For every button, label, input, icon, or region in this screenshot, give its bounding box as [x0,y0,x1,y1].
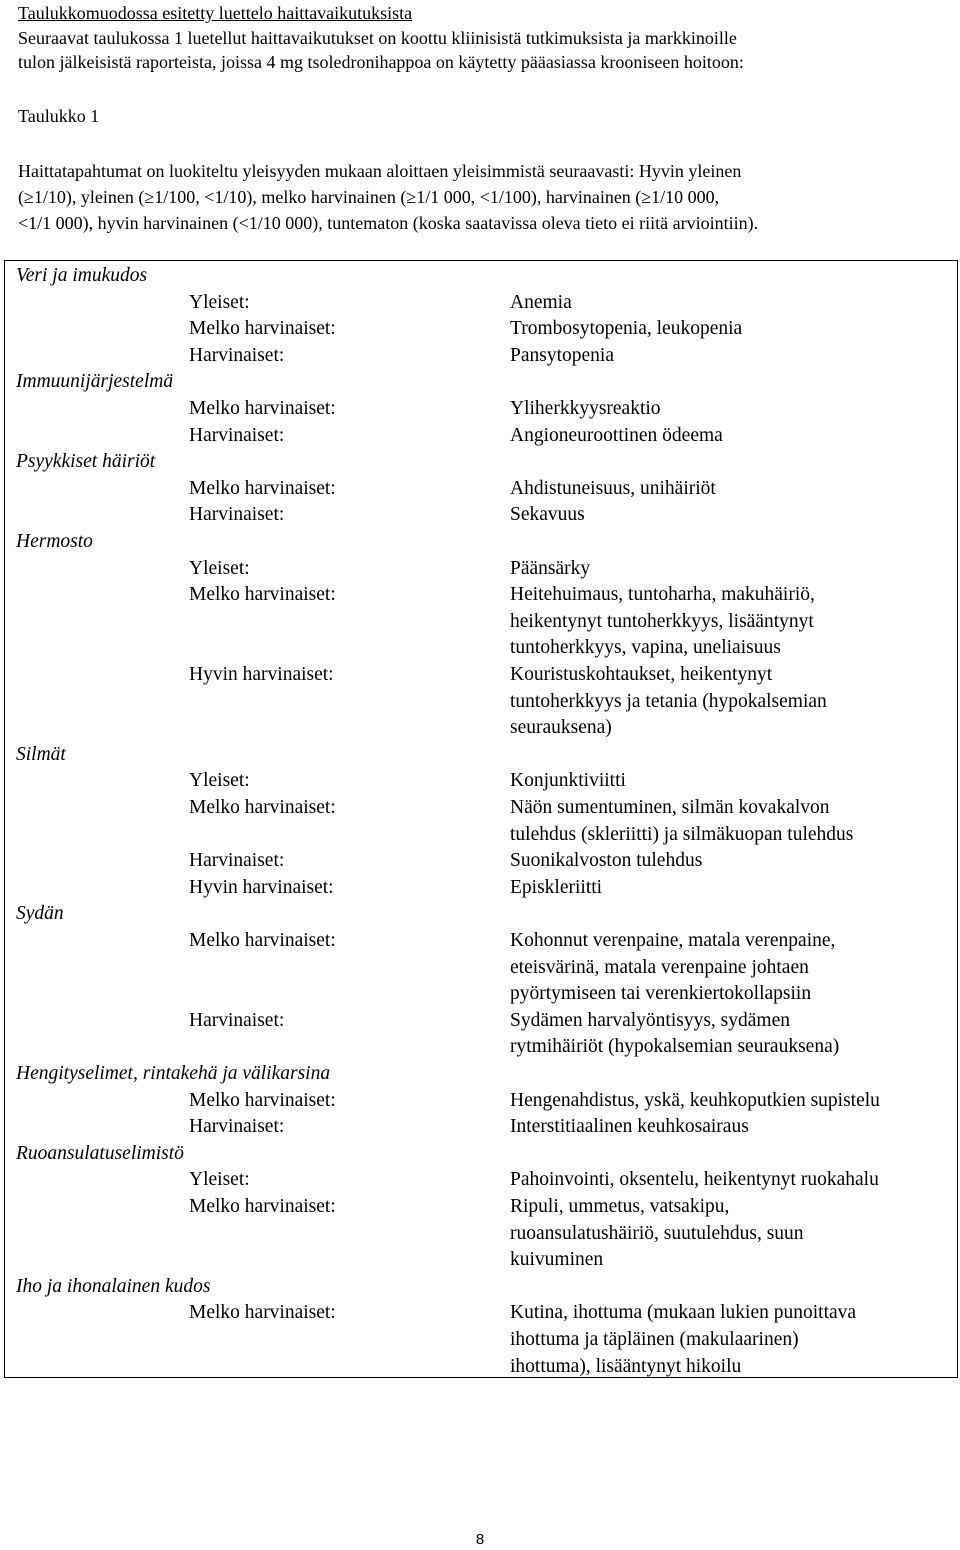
adverse-effect-text: Yliherkkyysreaktio [510,398,661,419]
adverse-effect-text: Päänsärky [510,557,591,579]
classification-line: <1/1 000), hyvin harvinainen (<1/10 000), tuntematon (koska saatavissa oleva tieto ei riitä arviointiin). [18,213,759,233]
adverse-effect-text: Trombosytopenia, leukopenia [510,318,743,340]
adverse-effect-text: Hengenahdistus, yskä, keuhkoputkien supistelu [510,1089,880,1111]
intro-line: tulon jälkeisistä raporteista, joissa 4 mg tsoledronihappoa on käytetty pääasiassa krooniseen hoitoon: [18,52,744,72]
frequency-label: Yleiset: [189,291,250,313]
adverse-effect-text: Kouristuskohtaukset, heikentynyt [510,664,773,685]
frequency-label: Melko harvinaiset: [189,797,336,818]
section-heading: Silmät [16,743,66,765]
adverse-effect-text: tulehdus (skleriitti) ja silmäkuopan tulehdus [510,823,854,845]
adverse-effect-text: Ahdistuneisuus, unihäiriöt [510,477,716,499]
classification-line: Haittatapahtumat on luokiteltu yleisyyden mukaan aloittaen yleisimmistä seuraavasti: Hyvin yleinen [18,161,742,181]
frequency-label: Melko harvinaiset: [189,318,336,340]
page-number: 8 [475,1531,485,1548]
section-heading: Iho ja ihonalainen kudos [16,1275,211,1297]
frequency-label: Melko harvinaiset: [189,584,336,606]
adverse-effect-text: Pansytopenia [510,344,614,366]
adverse-effect-text: Pahoinvointi, oksentelu, heikentynyt ruokahalu [510,1169,879,1191]
frequency-label: Melko harvinaiset: [189,477,336,499]
section-heading: Hengityselimet, rintakehä ja välikarsina [16,1063,331,1084]
frequency-label: Melko harvinaiset: [189,930,336,951]
frequency-label: Melko harvinaiset: [189,1089,336,1111]
adverse-effect-text: kuivuminen [510,1249,604,1271]
adverse-effect-text: Anemia [510,291,572,313]
adverse-effect-text: Sydämen harvalyöntisyys, sydämen [510,1009,790,1031]
adverse-effect-text: Interstitiaalinen keuhkosairaus [510,1116,749,1138]
intro-line: Seuraavat taulukossa 1 luetellut haittavaikutukset on koottu kliinisistä tutkimuksista ja markkinoille [18,28,737,48]
document-title: Taulukkomuodossa esitetty luettelo haittavaikutuksista [18,3,413,23]
adverse-effect-text: Kutina, ihottuma (mukaan lukien punoittava [510,1302,857,1324]
adverse-effect-text: ruoansulatushäiriö, suutulehdus, suun [510,1222,804,1244]
classification-line: (≥1/10), yleinen (≥1/100, <1/10), melko harvinainen (≥1/1 000, <1/100), harvinainen (≥1/10 000, [18,187,720,207]
frequency-label: Harvinaiset: [189,1009,285,1031]
frequency-label: Harvinaiset: [189,424,285,446]
frequency-label: Harvinaiset: [189,850,285,872]
adverse-effect-text: pyörtymiseen tai verenkiertokollapsiin [510,983,812,1005]
frequency-label: Harvinaiset: [189,504,285,526]
adverse-effect-text: Episkleriitti [510,876,603,898]
adverse-effect-text: Angioneuroottinen ödeema [510,424,723,446]
frequency-label: Melko harvinaiset: [189,1302,336,1324]
adverse-effect-text: Näön sumentuminen, silmän kovakalvon [510,797,830,818]
section-heading: Immuunijärjestelmä [16,371,174,393]
frequency-classification-paragraph [18,158,953,236]
adverse-effect-text: tuntoherkkyys, vapina, uneliaisuus [510,637,781,659]
frequency-label: Hyvin harvinaiset: [189,876,334,898]
section-heading: Sydän [16,903,64,925]
adverse-effect-text: Sekavuus [510,504,585,526]
frequency-label: Harvinaiset: [189,1116,285,1138]
adverse-effect-text: Ripuli, ummetus, vatsakipu, [510,1196,730,1217]
adverse-effects-table [4,260,958,1378]
section-heading: Veri ja imukudos [16,265,148,286]
table-caption: Taulukko 1 [18,106,100,126]
section-heading: Ruoansulatuselimistö [16,1142,184,1164]
adverse-effect-text: Kohonnut verenpaine, matala verenpaine, [510,930,836,951]
frequency-label: Hyvin harvinaiset: [189,664,334,685]
frequency-label: Melko harvinaiset: [189,1196,336,1217]
adverse-effect-text: Konjunktiviitti [510,770,626,792]
adverse-effect-text: eteisvärinä, matala verenpaine johtaen [510,956,809,978]
frequency-label: Yleiset: [189,557,250,579]
frequency-label: Yleiset: [189,1169,250,1191]
section-heading: Psyykkiset häiriöt [16,451,156,473]
frequency-label: Harvinaiset: [189,344,285,366]
intro-paragraph [18,26,953,74]
adverse-effect-text: tuntoherkkyys ja tetania (hypokalsemian [510,690,827,712]
adverse-effect-text: ihottuma), lisääntynyt hikoilu [510,1355,742,1377]
frequency-label: Yleiset: [189,770,250,792]
adverse-effect-text: heikentynyt tuntoherkkyys, lisääntynyt [510,610,814,632]
adverse-effect-text: seurauksena) [510,717,612,739]
frequency-label: Melko harvinaiset: [189,398,336,419]
adverse-effect-text: rytmihäiriöt (hypokalsemian seurauksena) [510,1036,840,1058]
section-heading: Hermosto [16,531,93,552]
adverse-effect-text: Suonikalvoston tulehdus [510,850,703,872]
adverse-effect-text: Heitehuimaus, tuntoharha, makuhäiriö, [510,584,815,606]
adverse-effect-text: ihottuma ja täpläinen (makulaarinen) [510,1329,799,1350]
